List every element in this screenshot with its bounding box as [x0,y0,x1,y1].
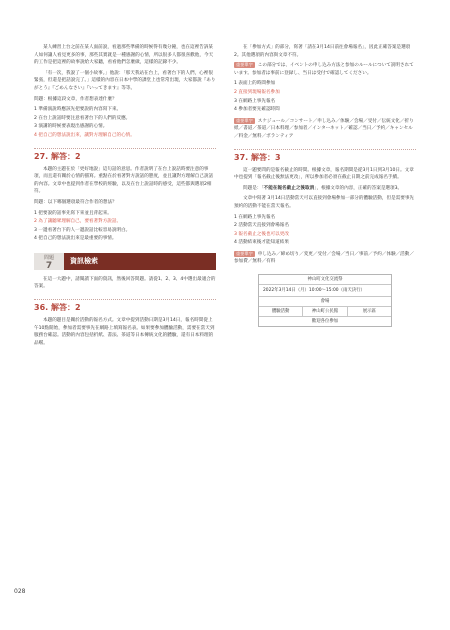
answer-number: 37. [234,152,249,162]
question: 問題：以下哪個選項最符合作者的想法？ [34,199,117,205]
options-list [34,210,216,243]
option-item: 3 演講的時候要表現出感謝的心情。 [34,124,108,130]
section-number-box [34,253,64,270]
event-title: 神山町文化交流祭 [307,277,343,283]
event-cell: 體驗活動 [271,309,290,315]
answer-heading [234,149,416,163]
vocab-tag: 重要單字 [236,62,253,68]
paragraph: 本題的主題在於「更好地說」這句話的意思。作者說明了在台上說話時要注意的事項，而且還有關於心情的描寫。重點在於看著對方說話的態度，並且讓對方理解自己說話的內容。文章中也提到作者在學校的經驗，以及在台上說話時的感受，這些都與選項2相符。 [34,166,214,195]
option-item-correct: 2 為了讓聽眾理解自己，要看著對方說話。 [34,219,122,225]
paragraph: 文章中寫著 3月14日活動當天可以直接到會場參加一部分的體驗活動，但是需要事先預約的活動不能在當天報名。 [234,196,415,209]
paragraph [234,251,416,266]
event-place-label: 會場 [259,296,391,306]
option-item-correct: 4 把自己的想法說出來，讓對方理解自己的心情。 [34,132,135,138]
answer-number: 36. [34,303,49,313]
section-header [34,253,216,270]
option-item: 4 參加者要先確認時間 [234,107,280,113]
event-place-cells [259,306,391,316]
event-footer: 歡迎各位參加 [259,316,391,326]
answer-heading [34,148,216,162]
option-item-correct: 2 直接到現場報名參加 [234,89,280,95]
paragraph: 這一題要問的是報名截止的時間。根據文章，報名期間是從3月1日到3月10日。文章中也提到「報名截止後無法更改」，所以參加者必須在截止日期之前完成報名手續。 [234,167,414,181]
paragraph [234,185,416,193]
paragraph [234,118,416,141]
option-item: 1 準備演說時應該先把要說的內容寫下來。 [34,107,122,113]
left-column [34,44,216,350]
vocab-tag: 重要單字 [236,250,253,256]
option-item: 1 在網路上事先報名 [234,214,276,220]
section-title: 資訊檢索 [64,253,216,270]
vocab-list: スケジュール／コンサート／申し込み／体験／会場／受付／伝統文化／折り紙／書道／茶道／日本料理／参加者／インターネット／確認／当日／予約／キャンセル／料金／無料／ボランティア [234,118,414,139]
paragraph [234,62,416,77]
options-list [234,214,416,247]
answer-text: 解答：2 [50,303,81,313]
section-label: 問題 [43,254,54,261]
option-item-correct: 3 報名截止之後也可以更改 [234,231,289,237]
event-cell: 神山町公民館 [302,307,346,316]
event-date: 2022年3月14日（月）10:00～15:00（雨天決行） [259,284,391,296]
paragraph: 某人練習上台之前在某人面前說，看過那些準備的時候得有幾分鐘，也在這裡告訴某人如何讓人看見更多的事，那些其實就是一種感謝的心情，所以很多人都很喜歡他，今天的工作是把這裡的故事說給大家聽，看看他們怎麼做，這樣的記錄不少。 [34,45,214,66]
answer-heading [34,299,216,313]
paragraph: 在「參加方式」的部分，寫著「請在3月14日前往會場報名」，因此正確答案是選項2。其他選項的內容與文章不符。 [234,45,411,58]
section-number: 7 [45,260,53,271]
paragraph: 本題的題目是關於活動的報名方式。文章中提到活動日期是3月14日，報名時間從上午10點開始，參加者需要事先在網路上填寫報名表。如果要參加體驗活動，需要在當天到服務台確認。活動的內容包括折紙、書法、茶道等日本傳統文化的體驗，還有日本料理的品嚐。 [34,318,215,346]
answer-text: 解答：2 [50,151,81,161]
options-list [234,80,416,113]
answer-text: 解答：3 [250,152,281,162]
answer-number: 27. [34,151,49,161]
event-cell: 展示區 [347,307,391,316]
question-highlight: 不能在報名截止之後取消 [263,185,315,191]
paragraph-text: この部分では、イベントの申し込み方法と参加のルールについて説明されています。参加者は事前に登録し、当日は受付で確認してください。 [234,63,414,76]
event-info-box [258,274,392,327]
paragraph: 「有一次，我說了一個小故事。」他說：「那天我站在台上，看著台下的人們，心裡很緊張，但還是把話說完了。」這樣的內容在日本中學的課堂上也常常出現，大家都說『ありがとう』『ごめんなさい』『いってきます』等等。 [34,70,216,91]
option-item: 4 把自己的想法說出來是最重要的事情。 [34,236,117,242]
option-item: 1 表面上的時間參加 [234,81,276,87]
options-list [34,106,216,139]
option-item: 2 在台上說話時要注意看著台下的人們的反應。 [34,115,131,121]
option-item: 4 活動結束後才能知道結果 [234,240,289,246]
option-item: 1 把要說的話事先寫下來並且背起來。 [34,210,112,216]
question: 問題：根據這段文章，作者想表達什麼？ [34,96,117,102]
paragraph: 在這一大題中，請閱讀下面的資訊，然後回答問題。請從1、2、3、4中選出最適合的答案。 [34,276,216,290]
option-item: 2 活動當天直接到會場報名 [234,223,289,229]
right-column [234,44,416,327]
vocab-list: 申し込み／締め切り／変更／受付／会場／当日／事前／予約／体験／活動／参加費／無料／有料 [234,251,414,265]
question-tail: 」，根據文章的內容，正確的答案是選項3。 [314,185,403,191]
question-lead: 問題是：「 [243,185,264,191]
page-number: 028 [14,588,26,595]
option-item: 3 一邊看著台下的人一邊說話比較容易說明白。 [34,227,131,233]
option-item: 3 在網路上事先報名 [234,98,276,104]
vocab-tag: 重要單字 [236,117,253,123]
